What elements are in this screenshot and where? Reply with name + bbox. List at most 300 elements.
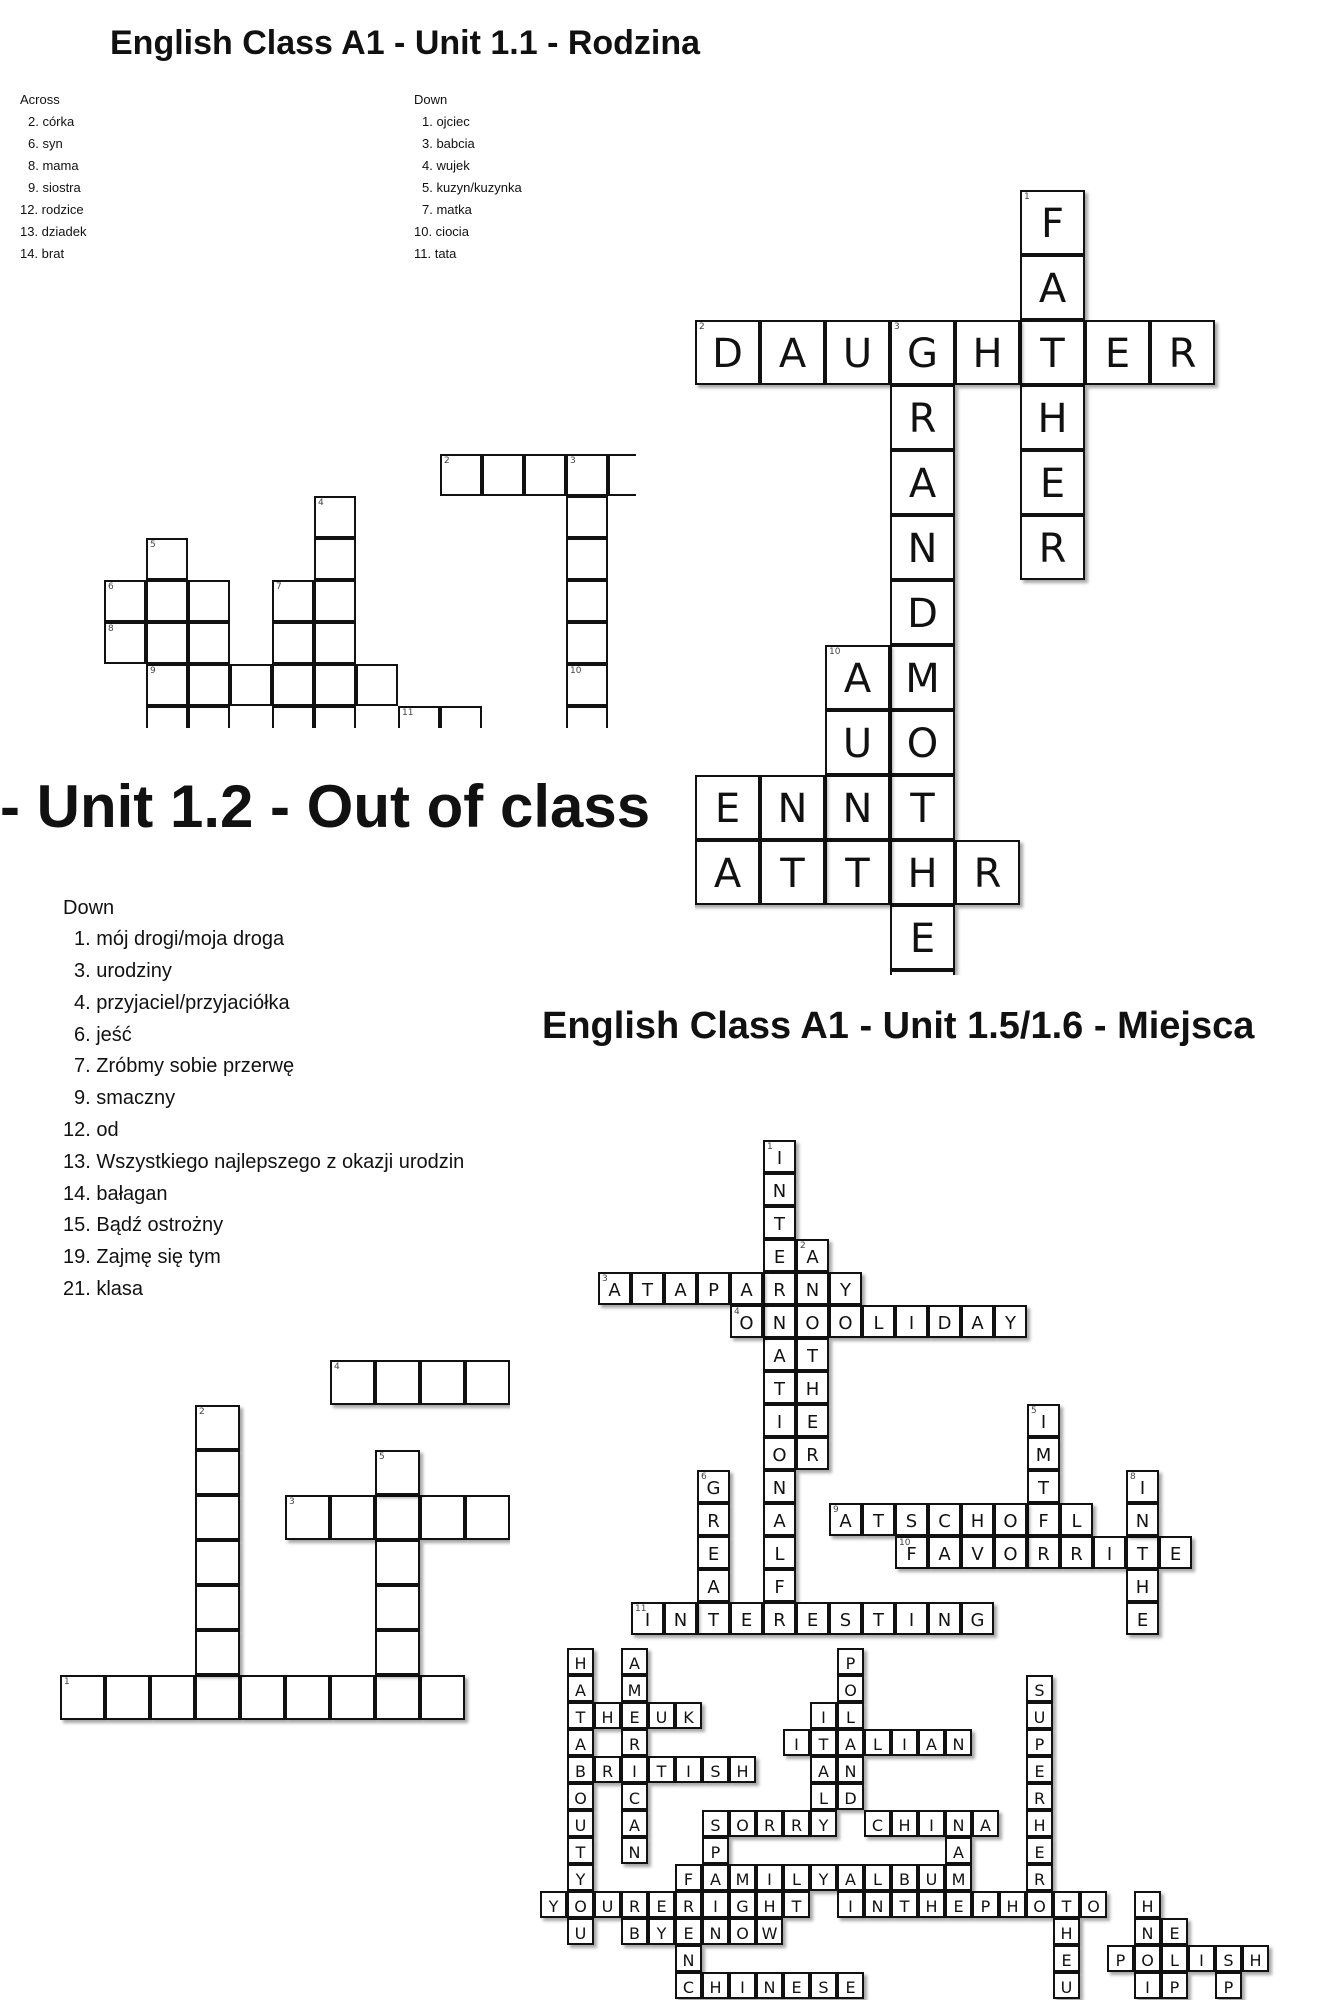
crossword-cell	[918, 1729, 945, 1756]
crossword-letter: R	[1033, 1870, 1046, 1889]
crossword-cell	[763, 1536, 796, 1569]
crossword-cell	[961, 1602, 994, 1635]
crossword-letter: A	[740, 1280, 753, 1301]
crossword-cell	[890, 840, 955, 905]
solved-crossword-grid-places-top	[560, 1120, 1333, 1642]
crossword-cell	[375, 1360, 420, 1405]
crossword-letter: F	[906, 1544, 917, 1565]
crossword-cell	[1060, 1503, 1093, 1536]
crossword-cell	[760, 775, 825, 840]
crossword-letter: H	[1135, 1577, 1150, 1598]
clue-item: 6. jeść	[74, 1024, 132, 1046]
crossword-letter: U	[574, 1816, 587, 1835]
crossword-letter: T	[575, 1843, 586, 1862]
crossword-cell	[675, 1972, 702, 1999]
crossword-cell	[1107, 1945, 1134, 1972]
crossword-cell	[837, 1675, 864, 1702]
crossword-letter: T	[708, 1610, 719, 1631]
crossword-cell	[566, 622, 608, 664]
crossword-clue-number: 8	[1130, 1472, 1136, 1482]
crossword-letter: E	[806, 1610, 819, 1631]
crossword-cell	[697, 1569, 730, 1602]
crossword-letter	[892, 972, 953, 975]
crossword-cell	[1027, 1404, 1060, 1437]
crossword-clue-number: 11	[402, 708, 414, 718]
crossword-letter: P	[1223, 1978, 1234, 1997]
crossword-letter: D	[907, 591, 938, 637]
crossword-cell	[783, 1729, 810, 1756]
crossword-letter: A	[845, 1735, 856, 1754]
crossword-cell	[621, 1810, 648, 1837]
crossword-cell	[729, 1864, 756, 1891]
crossword-letter: G	[706, 1478, 721, 1499]
crossword-letter: O	[574, 1789, 587, 1808]
crossword-letter: Y	[818, 1816, 829, 1835]
crossword-cell	[695, 840, 760, 905]
crossword-clue-number: 1	[767, 1142, 773, 1152]
crossword-cell	[825, 710, 890, 775]
crossword-cell	[104, 580, 146, 622]
crossword-letter: N	[844, 1762, 857, 1781]
crossword-letter: V	[971, 1544, 984, 1565]
crossword-letter: E	[806, 1412, 819, 1433]
crossword-letter: O	[1087, 1897, 1100, 1916]
crossword-cell	[895, 1305, 928, 1338]
crossword-cell	[314, 496, 356, 538]
crossword-cell	[890, 450, 955, 515]
crossword-letter: E	[909, 916, 936, 962]
crossword-letter: T	[656, 1762, 667, 1781]
crossword-cell	[146, 538, 188, 580]
crossword-cell	[999, 1891, 1026, 1918]
crossword-cell	[675, 1864, 702, 1891]
crossword-cell	[890, 970, 955, 975]
crossword-letter: A	[707, 1577, 720, 1598]
clue-item: 11. tata	[414, 246, 457, 261]
crossword-cell	[729, 1891, 756, 1918]
crossword-cell	[664, 1272, 697, 1305]
crossword-letter: B	[629, 1924, 640, 1943]
crossword-cell	[420, 1360, 465, 1405]
crossword-letter: S	[818, 1978, 829, 1997]
crossword-cell	[890, 905, 955, 970]
crossword-clue-number: 9	[150, 666, 156, 676]
crossword-clue-number: 10	[570, 666, 582, 676]
crossword-cell	[1150, 320, 1215, 385]
crossword-cell	[1126, 1470, 1159, 1503]
crossword-cell	[763, 1470, 796, 1503]
crossword-cell	[760, 840, 825, 905]
crossword-letter: R	[1038, 526, 1067, 572]
crossword-cell	[1215, 1972, 1242, 1999]
crossword-letter: A	[710, 1870, 721, 1889]
crossword-cell	[1026, 1729, 1053, 1756]
crossword-cell	[697, 1272, 730, 1305]
crossword-cell	[1161, 1972, 1188, 1999]
crossword-letter: R	[973, 851, 1002, 897]
crossword-cell	[994, 1536, 1027, 1569]
crossword-cell	[567, 1891, 594, 1918]
crossword-letter: H	[763, 1897, 776, 1916]
crossword-cell	[729, 1756, 756, 1783]
crossword-letter: N	[763, 1978, 776, 1997]
crossword-letter: R	[1070, 1544, 1083, 1565]
crossword-letter: O	[844, 1681, 857, 1700]
crossword-cell	[1134, 1918, 1161, 1945]
crossword-letter: R	[682, 1897, 695, 1916]
crossword-cell	[675, 1945, 702, 1972]
crossword-clue-number: 7	[276, 582, 282, 592]
crossword-cell	[895, 1536, 928, 1569]
crossword-cell	[1026, 1810, 1053, 1837]
crossword-letter: M	[1035, 1445, 1052, 1466]
crossword-clue-number: 10	[899, 1538, 911, 1548]
crossword-letter: Y	[548, 1897, 559, 1916]
crossword-letter: T	[1061, 1897, 1072, 1916]
crossword-cell	[195, 1405, 240, 1450]
crossword-letter: N	[907, 526, 938, 572]
crossword-letter: A	[608, 1280, 621, 1301]
crossword-clue-number: 8	[108, 624, 114, 634]
crossword-cell	[631, 1272, 664, 1305]
crossword-clue-number: 10	[829, 647, 841, 657]
crossword-cell	[890, 775, 955, 840]
crossword-cell	[1053, 1918, 1080, 1945]
crossword-letter: H	[1033, 1816, 1046, 1835]
crossword-letter: G	[736, 1897, 749, 1916]
crossword-cell	[330, 1360, 375, 1405]
crossword-letter: F	[774, 1577, 785, 1598]
crossword-cell	[729, 1972, 756, 1999]
empty-crossword-grid-family	[62, 370, 636, 728]
crossword-cell	[566, 580, 608, 622]
crossword-letter: E	[791, 1978, 802, 1997]
crossword-letter: L	[873, 1870, 882, 1889]
crossword-cell	[972, 1891, 999, 1918]
crossword-cell	[420, 1675, 465, 1720]
crossword-cell	[1134, 1891, 1161, 1918]
crossword-cell	[756, 1810, 783, 1837]
crossword-cell	[195, 1540, 240, 1585]
crossword-cell	[1026, 1891, 1053, 1918]
crossword-cell	[763, 1602, 796, 1635]
crossword-letter: R	[601, 1762, 614, 1781]
crossword-letter: O	[1141, 1951, 1154, 1970]
crossword-cell	[972, 1810, 999, 1837]
crossword-cell	[1020, 320, 1085, 385]
crossword-letter: H	[1037, 396, 1068, 442]
crossword-cell	[598, 1272, 631, 1305]
crossword-cell	[195, 1585, 240, 1630]
crossword-cell	[1126, 1569, 1159, 1602]
crossword-cell	[697, 1470, 730, 1503]
crossword-cell	[375, 1675, 420, 1720]
crossword-cell	[783, 1891, 810, 1918]
crossword-cell	[1161, 1945, 1188, 1972]
crossword-cell	[567, 1783, 594, 1810]
crossword-cell	[465, 1495, 510, 1540]
crossword-letter: U	[655, 1708, 668, 1727]
crossword-cell	[1242, 1945, 1269, 1972]
crossword-cell	[1085, 320, 1150, 385]
crossword-letter: N	[952, 1816, 965, 1835]
crossword-cell	[890, 320, 955, 385]
crossword-cell	[763, 1371, 796, 1404]
crossword-cell	[621, 1918, 648, 1945]
crossword-letter: H	[574, 1654, 587, 1673]
crossword-letter: N	[842, 786, 873, 832]
crossword-letter: C	[628, 1789, 641, 1808]
crossword-letter: O	[736, 1816, 749, 1835]
clue-item: 1. mój drogi/moja droga	[74, 928, 285, 950]
crossword-cell	[621, 1675, 648, 1702]
crossword-letter: G	[970, 1610, 985, 1631]
crossword-letter: A	[773, 1346, 786, 1367]
crossword-cell	[1026, 1837, 1053, 1864]
crossword-letter: A	[926, 1735, 937, 1754]
crossword-cell	[104, 622, 146, 664]
crossword-letter: H	[1141, 1897, 1154, 1916]
crossword-letter: N	[952, 1735, 965, 1754]
crossword-cell	[837, 1972, 864, 1999]
crossword-cell	[1027, 1536, 1060, 1569]
crossword-cell	[1027, 1437, 1060, 1470]
crossword-cell	[540, 1891, 567, 1918]
crossword-letter: M	[905, 656, 940, 702]
crossword-cell	[763, 1338, 796, 1371]
crossword-letter: M	[627, 1681, 642, 1700]
crossword-letter: I	[929, 1816, 934, 1835]
crossword-letter: T	[774, 1214, 785, 1235]
crossword-cell	[810, 1729, 837, 1756]
crossword-cell	[890, 580, 955, 645]
clue-item: 6. syn	[28, 136, 63, 151]
crossword-cell	[829, 1305, 862, 1338]
clue-item: 9. siostra	[28, 180, 81, 195]
crossword-cell	[928, 1536, 961, 1569]
crossword-letter: N	[777, 786, 808, 832]
crossword-cell	[1161, 1918, 1188, 1945]
crossword-clue-number: 1	[1024, 192, 1030, 202]
crossword-letter: H	[907, 851, 938, 897]
crossword-letter: N	[1141, 1924, 1154, 1943]
crossword-cell	[763, 1503, 796, 1536]
crossword-letter: I	[848, 1897, 853, 1916]
crossword-letter: O	[805, 1313, 820, 1334]
crossword-cell	[1126, 1602, 1159, 1635]
crossword-clue-number: 3	[894, 322, 900, 332]
crossword-cell	[375, 1630, 420, 1675]
crossword-letter: E	[714, 786, 741, 832]
crossword-cell	[375, 1450, 420, 1495]
crossword-cell	[756, 1891, 783, 1918]
crossword-cell	[697, 1536, 730, 1569]
crossword-letter: T	[774, 1379, 785, 1400]
crossword-cell	[837, 1729, 864, 1756]
crossword-cell	[763, 1239, 796, 1272]
crossword-letter: P	[845, 1654, 856, 1673]
crossword-clue-number: 6	[701, 1472, 707, 1482]
crossword-letter: A	[575, 1735, 586, 1754]
crossword-clue-number: 2	[800, 1241, 806, 1251]
crossword-cell	[928, 1305, 961, 1338]
crossword-cell	[1053, 1945, 1080, 1972]
crossword-letter: M	[951, 1870, 966, 1889]
solved-crossword-grid-places-bottom	[540, 1648, 1333, 2000]
crossword-letter: E	[656, 1897, 667, 1916]
crossword-cell	[837, 1864, 864, 1891]
crossword-cell	[60, 1675, 105, 1720]
crossword-letter: K	[683, 1708, 694, 1727]
clue-item: 12. rodzice	[20, 202, 84, 217]
crossword-letter: O	[906, 721, 939, 767]
crossword-letter: H	[1060, 1924, 1073, 1943]
crossword-letter: P	[708, 1280, 719, 1301]
crossword-letter: I	[908, 1610, 915, 1631]
crossword-letter: O	[574, 1897, 587, 1916]
crossword-cell	[945, 1891, 972, 1918]
crossword-cell	[675, 1918, 702, 1945]
crossword-cell	[314, 706, 356, 728]
crossword-cell	[702, 1837, 729, 1864]
crossword-cell	[730, 1272, 763, 1305]
crossword-cell	[314, 580, 356, 622]
crossword-letter: A	[818, 1762, 829, 1781]
empty-crossword-grid-out-of-class	[60, 1360, 510, 1810]
crossword-cell	[955, 840, 1020, 905]
clue-item: 2. córka	[28, 114, 75, 129]
crossword-cell	[621, 1783, 648, 1810]
crossword-letter: F	[1040, 201, 1064, 247]
crossword-cell	[928, 1503, 961, 1536]
clue-item: 3. babcia	[422, 136, 475, 151]
crossword-letter: T	[899, 1897, 910, 1916]
crossword-cell	[566, 664, 608, 706]
crossword-cell	[890, 710, 955, 775]
crossword-letter: N	[628, 1843, 641, 1862]
crossword-cell	[891, 1864, 918, 1891]
crossword-cell	[567, 1810, 594, 1837]
crossword-cell	[240, 1675, 285, 1720]
crossword-cell	[285, 1675, 330, 1720]
crossword-cell	[1053, 1891, 1080, 1918]
crossword-cell	[837, 1891, 864, 1918]
crossword-cell	[961, 1503, 994, 1536]
crossword-letter: G	[907, 331, 938, 377]
crossword-letter: Y	[575, 1870, 586, 1889]
crossword-cell	[566, 706, 608, 728]
crossword-letter: E	[1061, 1951, 1072, 1970]
crossword-cell	[465, 1360, 510, 1405]
crossword-cell	[1060, 1536, 1093, 1569]
crossword-cell	[1020, 255, 1085, 320]
crossword-letter: L	[819, 1789, 828, 1808]
crossword-letter: P	[710, 1843, 721, 1862]
crossword-cell	[702, 1891, 729, 1918]
crossword-letter: Y	[818, 1870, 829, 1889]
crossword-cell	[524, 454, 566, 496]
crossword-cell	[621, 1648, 648, 1675]
crossword-cell	[890, 515, 955, 580]
crossword-letter: U	[842, 721, 873, 767]
crossword-cell	[567, 1675, 594, 1702]
crossword-letter: O	[1003, 1511, 1018, 1532]
crossword-letter: R	[1037, 1544, 1050, 1565]
crossword-letter: L	[873, 1735, 882, 1754]
crossword-cell	[837, 1648, 864, 1675]
crossword-letter: N	[1135, 1511, 1150, 1532]
crossword-letter: A	[629, 1654, 640, 1673]
crossword-letter: E	[629, 1708, 640, 1727]
crossword-letter: H	[601, 1708, 614, 1727]
crossword-letter: I	[1106, 1544, 1113, 1565]
crossword-cell	[702, 1864, 729, 1891]
crossword-letter: T	[807, 1346, 818, 1367]
crossword-letter: N	[871, 1897, 884, 1916]
crossword-letter: T	[845, 851, 870, 897]
crossword-cell	[891, 1729, 918, 1756]
crossword-cell	[621, 1756, 648, 1783]
crossword-letter: I	[632, 1762, 637, 1781]
crossword-letter: I	[1199, 1951, 1204, 1970]
crossword-letter: S	[839, 1610, 852, 1631]
crossword-cell	[567, 1702, 594, 1729]
clue-item: 3. urodziny	[74, 960, 172, 982]
crossword-letter: N	[772, 1313, 787, 1334]
crossword-clue-number: 5	[1031, 1406, 1037, 1416]
crossword-letter: E	[1169, 1544, 1182, 1565]
crossword-letter: A	[713, 851, 742, 897]
crossword-cell	[1126, 1503, 1159, 1536]
crossword-cell	[756, 1864, 783, 1891]
crossword-cell	[783, 1864, 810, 1891]
crossword-letter: Y	[1005, 1313, 1016, 1334]
crossword-cell	[810, 1864, 837, 1891]
crossword-cell	[621, 1729, 648, 1756]
crossword-cell	[810, 1756, 837, 1783]
crossword-letter: I	[776, 1148, 783, 1169]
crossword-cell	[918, 1810, 945, 1837]
crossword-letter: I	[1139, 1478, 1146, 1499]
crossword-letter: H	[898, 1816, 911, 1835]
crossword-cell	[829, 1272, 862, 1305]
crossword-cell	[961, 1305, 994, 1338]
crossword-cell	[188, 580, 230, 622]
crossword-letter: T	[818, 1735, 829, 1754]
crossword-letter: U	[574, 1924, 587, 1943]
crossword-letter: A	[773, 1511, 786, 1532]
crossword-letter: A	[938, 1544, 951, 1565]
crossword-cell	[195, 1495, 240, 1540]
crossword-letter: T	[791, 1897, 802, 1916]
crossword-cell	[566, 454, 608, 496]
crossword-cell	[330, 1675, 375, 1720]
crossword-cell	[608, 454, 636, 496]
crossword-cell	[702, 1972, 729, 1999]
crossword-cell	[1093, 1536, 1126, 1569]
crossword-cell	[675, 1756, 702, 1783]
crossword-cell	[567, 1918, 594, 1945]
crossword-cell	[890, 385, 955, 450]
crossword-letter: H	[925, 1897, 938, 1916]
crossword-clue-number: 4	[734, 1307, 740, 1317]
crossword-letter: R	[707, 1511, 720, 1532]
solved-crossword-grid-family	[695, 190, 1320, 975]
crossword-letter: H	[1006, 1897, 1019, 1916]
unit156-title: English Class A1 - Unit 1.5/1.6 - Miejsca	[542, 1005, 1255, 1047]
crossword-cell	[862, 1503, 895, 1536]
crossword-cell	[810, 1702, 837, 1729]
